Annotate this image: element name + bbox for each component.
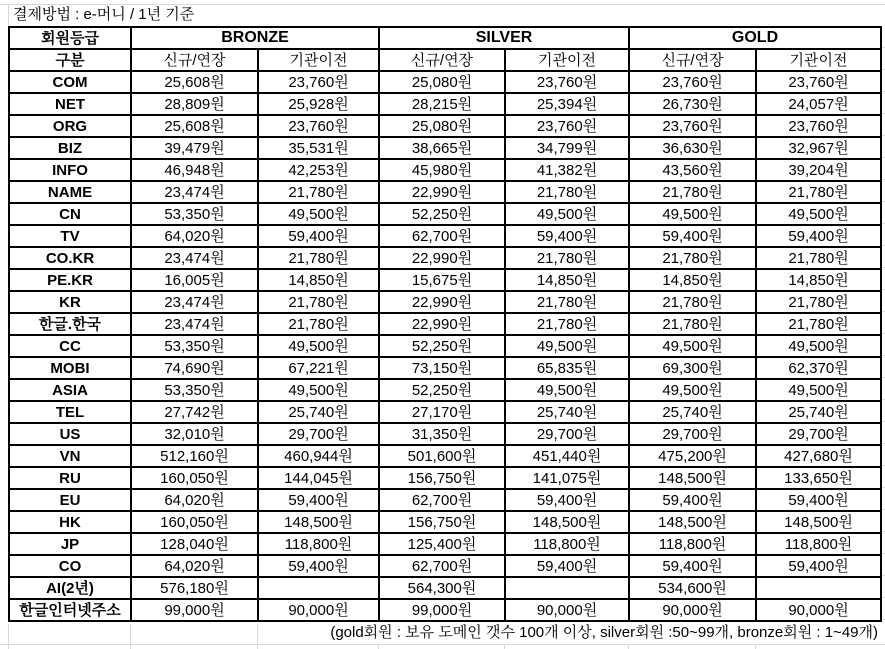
price-cell: 49,500원 bbox=[505, 335, 629, 357]
price-cell: 23,474원 bbox=[131, 247, 258, 269]
price-cell: 34,799원 bbox=[505, 137, 629, 159]
price-cell: 49,500원 bbox=[756, 379, 881, 401]
price-cell: 21,780원 bbox=[629, 181, 756, 203]
price-cell bbox=[505, 577, 629, 599]
price-cell: 59,400원 bbox=[258, 555, 379, 577]
price-cell: 90,000원 bbox=[756, 599, 881, 621]
price-cell: 128,040원 bbox=[131, 533, 258, 555]
table-row bbox=[9, 137, 881, 159]
price-cell: 16,005원 bbox=[131, 269, 258, 291]
price-cell: 23,760원 bbox=[505, 71, 629, 93]
price-cell: 59,400원 bbox=[258, 225, 379, 247]
row-label: PE.KR bbox=[9, 269, 131, 291]
table-row bbox=[9, 445, 881, 467]
price-cell: 49,500원 bbox=[756, 335, 881, 357]
sub-header-transfer: 기관이전 bbox=[756, 49, 881, 71]
price-cell: 23,760원 bbox=[756, 71, 881, 93]
table-row bbox=[9, 269, 881, 291]
price-cell: 53,350원 bbox=[131, 335, 258, 357]
price-cell: 73,150원 bbox=[379, 357, 505, 379]
price-cell: 25,740원 bbox=[756, 401, 881, 423]
price-cell: 59,400원 bbox=[505, 555, 629, 577]
row-label: JP bbox=[9, 533, 131, 555]
price-cell: 46,948원 bbox=[131, 159, 258, 181]
table-row bbox=[9, 335, 881, 357]
price-cell: 576,180원 bbox=[131, 577, 258, 599]
price-cell: 22,990원 bbox=[379, 247, 505, 269]
price-cell: 59,400원 bbox=[629, 555, 756, 577]
row-label: AI(2년) bbox=[9, 577, 131, 599]
row-label: CO.KR bbox=[9, 247, 131, 269]
price-cell: 90,000원 bbox=[629, 599, 756, 621]
price-cell: 141,075원 bbox=[505, 467, 629, 489]
group-header-gold: GOLD bbox=[629, 27, 881, 49]
row-label: CC bbox=[9, 335, 131, 357]
table-row bbox=[9, 577, 881, 599]
price-cell: 27,742원 bbox=[131, 401, 258, 423]
price-cell: 21,780원 bbox=[629, 313, 756, 335]
price-cell: 512,160원 bbox=[131, 445, 258, 467]
price-cell: 21,780원 bbox=[258, 181, 379, 203]
row-label: 한글.한국 bbox=[9, 313, 131, 335]
price-cell: 21,780원 bbox=[258, 247, 379, 269]
row-label: MOBI bbox=[9, 357, 131, 379]
price-cell: 156,750원 bbox=[379, 511, 505, 533]
row-label: KR bbox=[9, 291, 131, 313]
price-cell: 49,500원 bbox=[258, 203, 379, 225]
table-row bbox=[9, 467, 881, 489]
price-cell: 39,204원 bbox=[756, 159, 881, 181]
price-cell: 49,500원 bbox=[756, 203, 881, 225]
price-cell: 118,800원 bbox=[756, 533, 881, 555]
table-row bbox=[9, 313, 881, 335]
price-cell: 148,500원 bbox=[756, 511, 881, 533]
price-cell: 21,780원 bbox=[756, 247, 881, 269]
group-header-bronze: BRONZE bbox=[131, 27, 379, 49]
price-cell: 53,350원 bbox=[131, 203, 258, 225]
table-row bbox=[9, 489, 881, 511]
price-cell: 62,700원 bbox=[379, 225, 505, 247]
price-cell: 23,474원 bbox=[131, 313, 258, 335]
price-cell: 23,474원 bbox=[131, 291, 258, 313]
table-row bbox=[9, 401, 881, 423]
price-cell: 21,780원 bbox=[505, 181, 629, 203]
price-cell: 25,608원 bbox=[131, 71, 258, 93]
price-cell: 534,600원 bbox=[629, 577, 756, 599]
table-row bbox=[9, 357, 881, 379]
price-cell: 451,440원 bbox=[505, 445, 629, 467]
table-row bbox=[9, 159, 881, 181]
table-row bbox=[9, 511, 881, 533]
price-cell: 90,000원 bbox=[505, 599, 629, 621]
row-label: US bbox=[9, 423, 131, 445]
price-cell: 49,500원 bbox=[258, 335, 379, 357]
price-cell: 144,045원 bbox=[258, 467, 379, 489]
row-label: HK bbox=[9, 511, 131, 533]
table-row bbox=[9, 291, 881, 313]
price-cell: 22,990원 bbox=[379, 313, 505, 335]
price-cell: 29,700원 bbox=[629, 423, 756, 445]
price-cell: 43,560원 bbox=[629, 159, 756, 181]
price-cell: 59,400원 bbox=[756, 555, 881, 577]
table-row bbox=[9, 379, 881, 401]
price-cell: 25,608원 bbox=[131, 115, 258, 137]
price-cell: 42,253원 bbox=[258, 159, 379, 181]
price-cell: 118,800원 bbox=[258, 533, 379, 555]
price-cell: 21,780원 bbox=[756, 291, 881, 313]
price-cell: 32,010원 bbox=[131, 423, 258, 445]
row-label: TEL bbox=[9, 401, 131, 423]
row-label: INFO bbox=[9, 159, 131, 181]
price-cell: 427,680원 bbox=[756, 445, 881, 467]
price-cell: 26,730원 bbox=[629, 93, 756, 115]
price-cell: 23,760원 bbox=[258, 71, 379, 93]
row-label: CO bbox=[9, 555, 131, 577]
price-cell: 49,500원 bbox=[629, 335, 756, 357]
row-label: RU bbox=[9, 467, 131, 489]
price-cell: 22,990원 bbox=[379, 291, 505, 313]
gridline bbox=[8, 624, 9, 649]
price-cell: 41,382원 bbox=[505, 159, 629, 181]
price-cell: 133,650원 bbox=[756, 467, 881, 489]
row-label: NET bbox=[9, 93, 131, 115]
price-cell: 62,370원 bbox=[756, 357, 881, 379]
price-cell: 53,350원 bbox=[131, 379, 258, 401]
price-cell: 23,760원 bbox=[756, 115, 881, 137]
price-cell: 118,800원 bbox=[505, 533, 629, 555]
price-cell: 25,080원 bbox=[379, 115, 505, 137]
price-cell: 21,780원 bbox=[756, 181, 881, 203]
gridline bbox=[755, 644, 756, 649]
price-cell: 460,944원 bbox=[258, 445, 379, 467]
price-cell: 49,500원 bbox=[505, 379, 629, 401]
price-cell: 14,850원 bbox=[505, 269, 629, 291]
price-cell: 59,400원 bbox=[258, 489, 379, 511]
price-cell: 31,350원 bbox=[379, 423, 505, 445]
price-cell: 49,500원 bbox=[629, 379, 756, 401]
price-cell: 156,750원 bbox=[379, 467, 505, 489]
price-cell: 14,850원 bbox=[258, 269, 379, 291]
price-cell: 21,780원 bbox=[629, 291, 756, 313]
price-cell: 59,400원 bbox=[505, 489, 629, 511]
price-cell: 160,050원 bbox=[131, 467, 258, 489]
price-cell: 21,780원 bbox=[258, 291, 379, 313]
price-cell: 64,020원 bbox=[131, 489, 258, 511]
gridline bbox=[257, 624, 258, 649]
gridline bbox=[504, 644, 505, 649]
table-row bbox=[9, 533, 881, 555]
price-cell: 49,500원 bbox=[505, 203, 629, 225]
row-label: NAME bbox=[9, 181, 131, 203]
price-cell: 23,760원 bbox=[505, 115, 629, 137]
table-row bbox=[9, 225, 881, 247]
price-cell: 64,020원 bbox=[131, 555, 258, 577]
table-row bbox=[9, 423, 881, 445]
sub-header-row bbox=[9, 49, 881, 71]
price-cell: 28,809원 bbox=[131, 93, 258, 115]
price-cell: 59,400원 bbox=[629, 489, 756, 511]
price-cell: 52,250원 bbox=[379, 379, 505, 401]
price-cell: 148,500원 bbox=[629, 467, 756, 489]
price-cell: 45,980원 bbox=[379, 159, 505, 181]
table-row bbox=[9, 599, 881, 621]
price-cell: 62,700원 bbox=[379, 489, 505, 511]
row-label: EU bbox=[9, 489, 131, 511]
price-cell: 25,928원 bbox=[258, 93, 379, 115]
row-label: 한글인터넷주소 bbox=[9, 599, 131, 621]
price-cell: 29,700원 bbox=[756, 423, 881, 445]
price-cell: 21,780원 bbox=[505, 313, 629, 335]
table-row bbox=[9, 203, 881, 225]
table-row bbox=[9, 555, 881, 577]
row-label: TV bbox=[9, 225, 131, 247]
price-cell: 49,500원 bbox=[258, 379, 379, 401]
price-cell: 21,780원 bbox=[505, 291, 629, 313]
price-cell: 29,700원 bbox=[258, 423, 379, 445]
price-cell: 65,835원 bbox=[505, 357, 629, 379]
sub-header-new-renew: 신규/연장 bbox=[379, 49, 505, 71]
price-cell: 35,531원 bbox=[258, 137, 379, 159]
price-cell: 32,967원 bbox=[756, 137, 881, 159]
table-row bbox=[9, 181, 881, 203]
price-cell: 59,400원 bbox=[505, 225, 629, 247]
price-cell: 23,474원 bbox=[131, 181, 258, 203]
row-label: ASIA bbox=[9, 379, 131, 401]
price-cell: 21,780원 bbox=[629, 247, 756, 269]
price-cell: 475,200원 bbox=[629, 445, 756, 467]
price-cell: 59,400원 bbox=[756, 489, 881, 511]
price-cell: 21,780원 bbox=[258, 313, 379, 335]
price-cell: 23,760원 bbox=[258, 115, 379, 137]
price-cell: 23,760원 bbox=[629, 71, 756, 93]
price-cell: 99,000원 bbox=[131, 599, 258, 621]
price-cell: 14,850원 bbox=[629, 269, 756, 291]
price-cell: 28,215원 bbox=[379, 93, 505, 115]
price-cell: 23,760원 bbox=[629, 115, 756, 137]
price-cell: 49,500원 bbox=[629, 203, 756, 225]
price-cell: 501,600원 bbox=[379, 445, 505, 467]
price-cell: 125,400원 bbox=[379, 533, 505, 555]
price-cell: 39,479원 bbox=[131, 137, 258, 159]
gridline bbox=[8, 4, 9, 26]
footer-note: (gold회원 : 보유 도메인 갯수 100개 이상, silver회원 :50~99개, bronze회원 : 1~49개) bbox=[330, 624, 878, 641]
price-cell: 25,394원 bbox=[505, 93, 629, 115]
price-cell: 24,057원 bbox=[756, 93, 881, 115]
price-cell: 29,700원 bbox=[505, 423, 629, 445]
price-cell: 22,990원 bbox=[379, 181, 505, 203]
sub-header-new-renew: 신규/연장 bbox=[131, 49, 258, 71]
price-cell: 21,780원 bbox=[505, 247, 629, 269]
gridline bbox=[378, 644, 379, 649]
price-cell: 52,250원 bbox=[379, 335, 505, 357]
price-cell: 67,221원 bbox=[258, 357, 379, 379]
corner-header: 회원등급 bbox=[9, 27, 131, 49]
group-header-row bbox=[9, 27, 881, 49]
row-label: ORG bbox=[9, 115, 131, 137]
row-label: VN bbox=[9, 445, 131, 467]
sub-corner-header: 구분 bbox=[9, 49, 131, 71]
price-cell bbox=[756, 577, 881, 599]
price-cell: 148,500원 bbox=[505, 511, 629, 533]
price-cell: 59,400원 bbox=[756, 225, 881, 247]
price-cell: 62,700원 bbox=[379, 555, 505, 577]
price-cell: 15,675원 bbox=[379, 269, 505, 291]
price-cell: 118,800원 bbox=[629, 533, 756, 555]
price-cell: 38,665원 bbox=[379, 137, 505, 159]
page-title: 결제방법 : e-머니 / 1년 기준 bbox=[13, 6, 195, 23]
sub-header-transfer: 기관이전 bbox=[258, 49, 379, 71]
price-cell: 564,300원 bbox=[379, 577, 505, 599]
gridline bbox=[0, 644, 885, 645]
price-cell bbox=[258, 577, 379, 599]
price-cell: 148,500원 bbox=[629, 511, 756, 533]
row-label: COM bbox=[9, 71, 131, 93]
price-cell: 25,080원 bbox=[379, 71, 505, 93]
table-row bbox=[9, 247, 881, 269]
sub-header-transfer: 기관이전 bbox=[505, 49, 629, 71]
table-row bbox=[9, 93, 881, 115]
price-cell: 148,500원 bbox=[258, 511, 379, 533]
sub-header-new-renew: 신규/연장 bbox=[629, 49, 756, 71]
table-row bbox=[9, 71, 881, 93]
table-row bbox=[9, 115, 881, 137]
price-cell: 25,740원 bbox=[258, 401, 379, 423]
price-cell: 74,690원 bbox=[131, 357, 258, 379]
price-cell: 14,850원 bbox=[756, 269, 881, 291]
price-cell: 99,000원 bbox=[379, 599, 505, 621]
domain-pricing-table bbox=[8, 26, 882, 622]
gridline bbox=[130, 624, 131, 649]
row-label: BIZ bbox=[9, 137, 131, 159]
price-cell: 25,740원 bbox=[505, 401, 629, 423]
price-cell: 27,170원 bbox=[379, 401, 505, 423]
price-cell: 90,000원 bbox=[258, 599, 379, 621]
price-cell: 59,400원 bbox=[629, 225, 756, 247]
group-header-silver: SILVER bbox=[379, 27, 629, 49]
price-cell: 52,250원 bbox=[379, 203, 505, 225]
price-cell: 69,300원 bbox=[629, 357, 756, 379]
price-cell: 25,740원 bbox=[629, 401, 756, 423]
row-label: CN bbox=[9, 203, 131, 225]
price-cell: 21,780원 bbox=[756, 313, 881, 335]
price-cell: 64,020원 bbox=[131, 225, 258, 247]
price-cell: 36,630원 bbox=[629, 137, 756, 159]
gridline bbox=[628, 644, 629, 649]
price-cell: 160,050원 bbox=[131, 511, 258, 533]
